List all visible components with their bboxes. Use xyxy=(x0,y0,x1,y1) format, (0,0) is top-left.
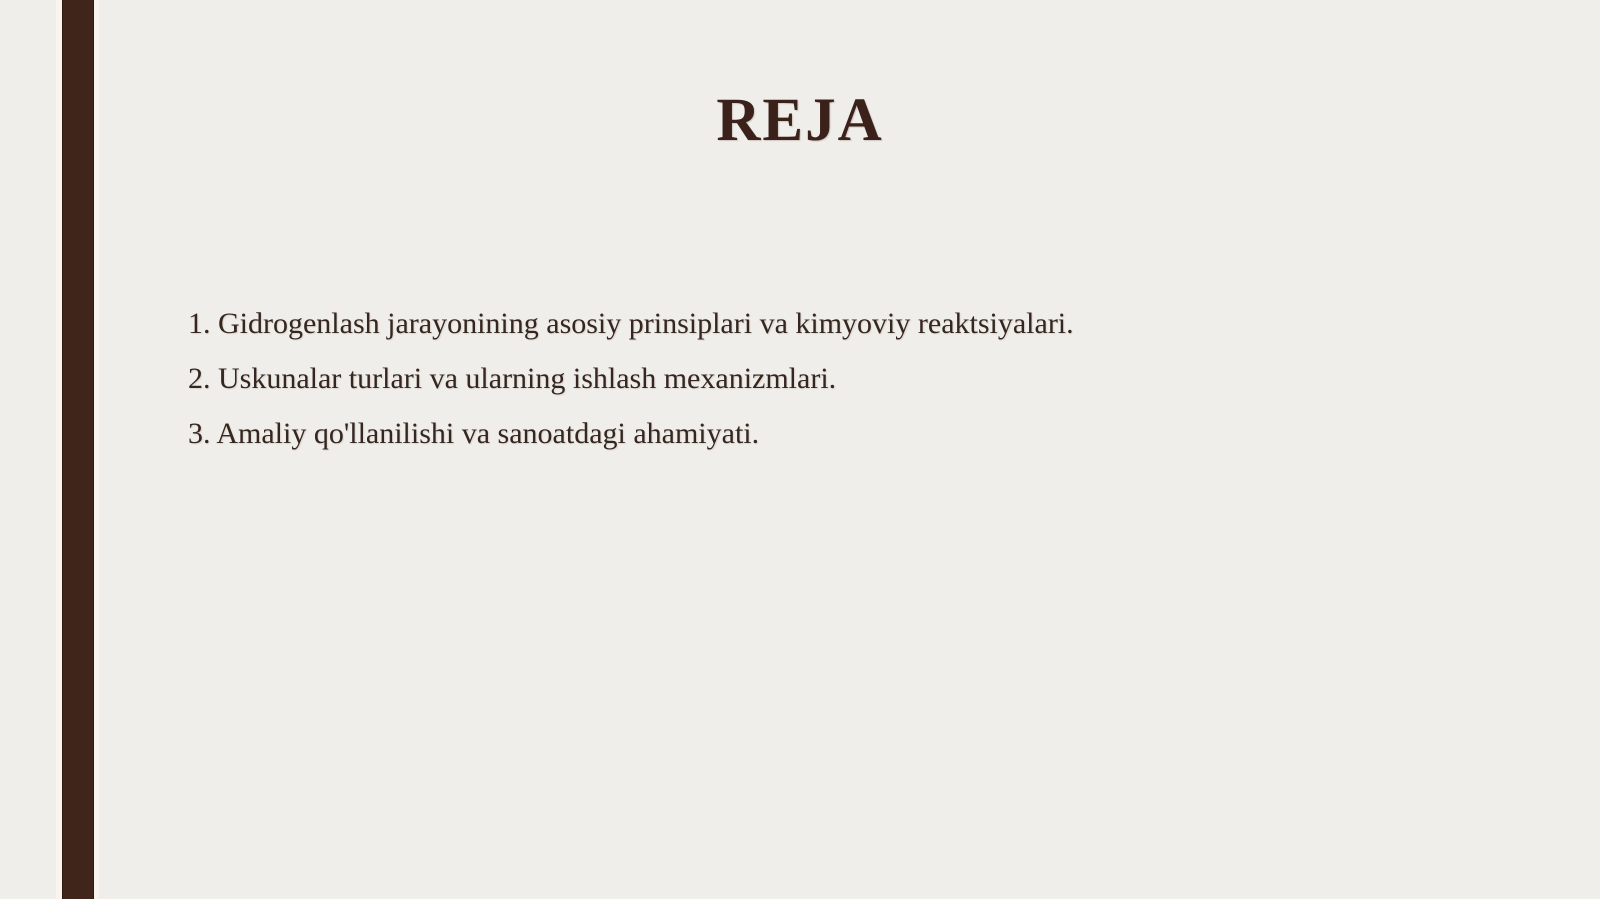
plan-list xyxy=(188,296,1388,461)
plan-item-3: 3. Amaliy qo'llanilishi va sanoatdagi ahamiyati. xyxy=(188,417,760,450)
plan-item-2: 2. Uskunalar turlari va ularning ishlash mexanizmlari. xyxy=(188,362,837,395)
plan-item-1: 1. Gidrogenlash jarayonining asosiy prinsiplari va kimyoviy reaktsiyalari. xyxy=(188,307,1074,340)
slide-title: REJA xyxy=(716,87,884,154)
